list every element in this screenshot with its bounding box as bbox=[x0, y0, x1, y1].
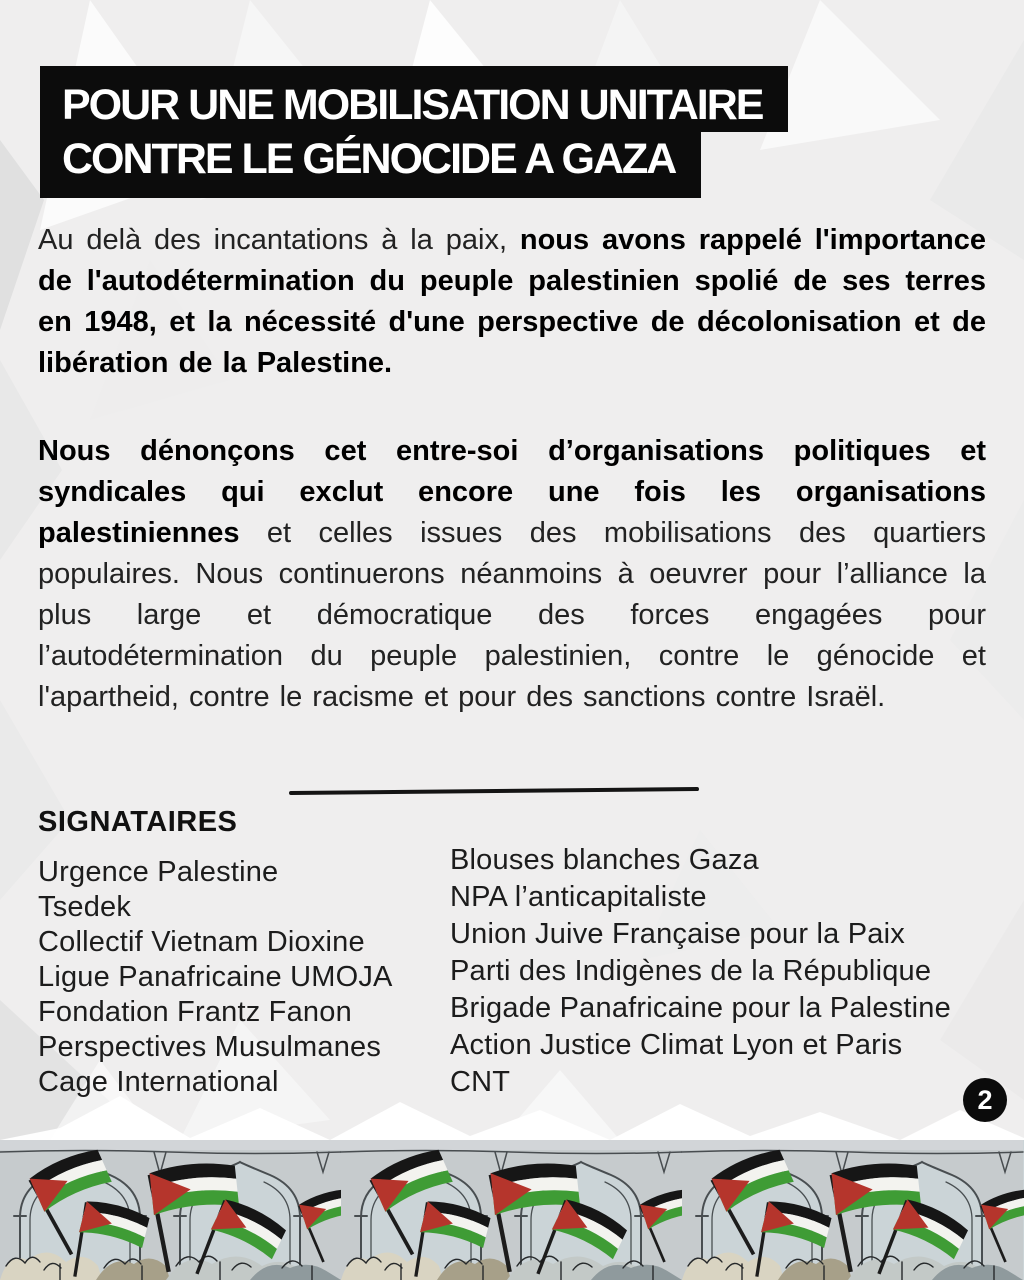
signatory-item: CNT bbox=[450, 1066, 511, 1098]
signatory-item: Parti des Indigènes de la République bbox=[450, 955, 932, 987]
title-line-1-text: POUR UNE MOBILISATION UNITAIRE bbox=[62, 81, 763, 129]
signatories-heading: SIGNATAIRES bbox=[38, 806, 238, 838]
signatory-item: Perspectives Musulmanes bbox=[38, 1031, 382, 1063]
paragraph-1 bbox=[38, 220, 986, 384]
title-line-1 bbox=[40, 66, 788, 132]
page-number: 2 bbox=[977, 1084, 993, 1115]
body-text bbox=[38, 220, 986, 718]
signatory-item: Blouses blanches Gaza bbox=[450, 844, 759, 876]
paragraph-2 bbox=[38, 431, 986, 718]
signatories-left-column bbox=[38, 855, 393, 1100]
paragraph-segment-bold: nous avons rappelé l'importance de l'autodétermination du peuple palestinien spolié de ses terres en 1948, et la nécessité d'une perspective de décolonisation et de libération de la Palestine. bbox=[38, 224, 986, 379]
signatory-item: Ligue Panafricaine UMOJA bbox=[38, 961, 393, 993]
paragraph-segment: et celles issues des mobilisations des quartiers populaires. Nous continuerons néanmoins à oeuvrer pour l’alliance la plus large et démocratique des forces engagées pour l’autodétermination du peuple palestinien, contre le génocide et l'apartheid, contre le racisme et pour des sanctions contre Israël. bbox=[38, 517, 986, 713]
signatory-item: Urgence Palestine bbox=[38, 856, 279, 888]
paragraph-segment-bold: Nous dénonçons cet entre-soi d’organisations politiques et syndicales qui exclut encore une fois les organisations palestiniennes bbox=[38, 435, 986, 549]
protest-illustration bbox=[0, 1140, 1024, 1280]
signatory-item: Brigade Panafricaine pour la Palestine bbox=[450, 992, 951, 1024]
signatory-item: Collectif Vietnam Dioxine bbox=[38, 926, 365, 958]
signatories-section bbox=[38, 806, 1008, 1106]
signatory-item: NPA l’anticapitaliste bbox=[450, 881, 707, 913]
title-line-2-text: CONTRE LE GÉNOCIDE A GAZA bbox=[62, 135, 676, 183]
illustration-tile-3 bbox=[682, 1140, 1024, 1280]
signatory-item: Fondation Frantz Fanon bbox=[38, 996, 352, 1028]
paragraph-segment: Au delà des incantations à la paix, bbox=[38, 224, 520, 256]
section-divider bbox=[289, 787, 699, 795]
signatory-item: Action Justice Climat Lyon et Paris bbox=[450, 1029, 903, 1061]
illustration-tile-1 bbox=[0, 1140, 369, 1280]
signatory-item: Cage International bbox=[38, 1066, 279, 1098]
illustration-tile-2 bbox=[341, 1140, 710, 1280]
title-line-2 bbox=[40, 132, 701, 198]
signatory-item: Union Juive Française pour la Paix bbox=[450, 918, 905, 950]
signatories-right-column bbox=[450, 842, 1024, 1101]
title-banner bbox=[40, 66, 788, 198]
page-number-badge bbox=[963, 1078, 1007, 1122]
signatory-item: Tsedek bbox=[38, 891, 132, 923]
